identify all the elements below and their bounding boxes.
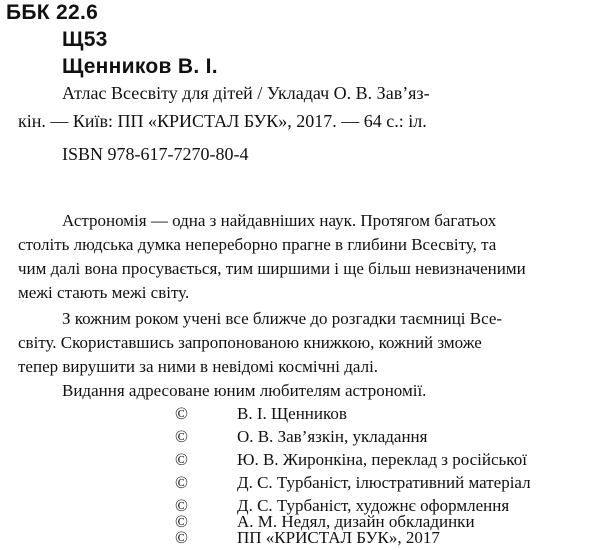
copyright-holder: Д. С. Турбаніст, художнє оформлення [237,496,510,515]
author-index: Щ53 [62,28,108,51]
author-name: Щенников В. І. [62,55,218,78]
annotation-p2-line-3: тепер вирушити за ними в невідомі космічні далі. [18,357,379,376]
copyright-holder: Д. С. Турбаніст, ілюстративний матеріал [237,473,531,492]
copyright-icon: © [175,404,188,423]
copyright-holder: Ю. В. Жиронкіна, переклад з російської [237,450,527,469]
copyright-icon: © [175,450,188,469]
annotation-p1-line-1: Астрономія — одна з найдавніших наук. Протягом багатьох [62,211,497,230]
copyright-icon: © [175,496,188,515]
annotation-p3-line-1: Видання адресоване юним любителям астрономії. [62,381,427,400]
copyright-holder: ПП «КРИСТАЛ БУК», 2017 [237,528,440,547]
annotation-p1-line-2: століть людська думка непереборно прагне в глибини Всесвіту, та [18,235,497,254]
annotation-p2-line-2: світу. Скориставшись запропонованою книжкою, кожний зможе [18,333,482,352]
copyright-icon: © [175,427,188,446]
annotation-p2-line-1: З кожним роком учені все ближче до розгадки таємниці Все- [62,309,503,328]
copyright-holder: В. І. Щенников [237,404,347,423]
isbn: ISBN 978-617-7270-80-4 [62,144,249,164]
copyright-holder: О. В. Зав’язкін, укладання [237,427,428,446]
copyright-holder: А. М. Недял, дизайн обкладинки [237,512,475,531]
biblio-line-1: Атлас Всесвіту для дітей / Укладач О. В. Зав’яз- [62,83,430,103]
copyright-icon: © [175,473,188,492]
bbk-code: ББК 22.6 [6,1,99,24]
copyright-icon: © [175,512,188,531]
biblio-line-2: кін. — Київ: ПП «КРИСТАЛ БУК», 2017. — 64 с.: іл. [18,111,427,131]
annotation-p1-line-3: чим далі вона просувається, тим ширшими і ще більш невизначеними [18,259,526,278]
annotation-p1-line-4: межі стають межі світу. [18,283,190,302]
copyright-icon: © [175,528,188,547]
